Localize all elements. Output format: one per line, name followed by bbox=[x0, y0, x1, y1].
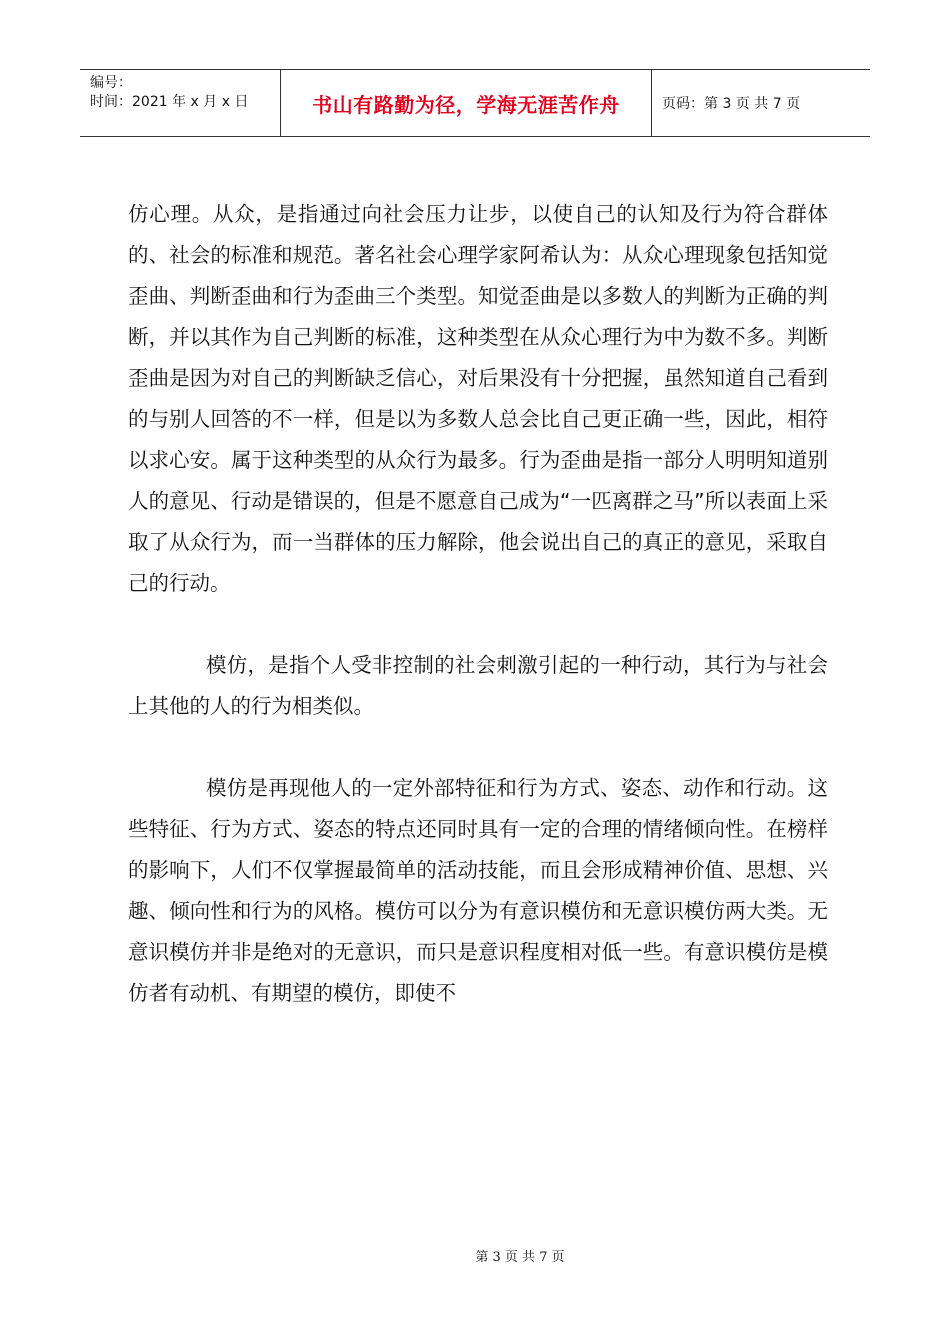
header-page-info: 页码：第 3 页 共 7 页 bbox=[662, 96, 801, 112]
number-label: 编号： bbox=[90, 75, 132, 91]
document-body bbox=[128, 194, 828, 1055]
page-header bbox=[80, 69, 870, 137]
paragraph-2: 模仿，是指个人受非控制的社会刺激引起的一种行动，其行为与社会上其他的人的行为相类似。 bbox=[128, 653, 828, 718]
header-meta bbox=[80, 70, 281, 136]
header-motto: 书山有路勤为径，学海无涯苦作舟 bbox=[281, 70, 652, 136]
paragraph-3: 模仿是再现他人的一定外部特征和行为方式、姿态、动作和行动。这些特征、行为方式、姿态的特点还同时具有一定的合理的情绪倾向性。在榜样的影响下，人们不仅掌握最简单的活动技能，而且会形成精神价值、思想、兴趣、倾向性和行为的风格。模仿可以分为有意识模仿和无意识模仿两大类。无意识模仿并非是绝对的无意识，而只是意识程度相对低一些。有意识模仿是模仿者有动机、有期望的模仿，即使不 bbox=[128, 776, 828, 1005]
paragraph-1: 仿心理。从众，是指通过向社会压力让步，以使自己的认知及行为符合群体的、社会的标准和规范。著名社会心理学家阿希认为：从众心理现象包括知觉歪曲、判断歪曲和行为歪曲三个类型。知觉歪曲是以多数人的判断为正确的判断，并以其作为自己判断的标准，这种类型在从众心理行为中为数不多。判断歪曲是因为对自己的判断缺乏信心，对后果没有十分把握，虽然知道自己看到的与别人回答的不一样，但是以为多数人总会比自己更正确一些，因此，相符以求心安。属于这种类型的从众行为最多。行为歪曲是指一部分人明明知道别人的意见、行动是错误的，但是不愿意自己成为“一匹离群之马”所以表面上采取了从众行为，而一当群体的压力解除，他会说出自己的真正的意见，采取自己的行动。 bbox=[128, 202, 828, 595]
time-label: 时间：2021 年 x 月 x 日 bbox=[90, 94, 249, 110]
page-footer: 第 3 页 共 7 页 bbox=[475, 1250, 565, 1265]
